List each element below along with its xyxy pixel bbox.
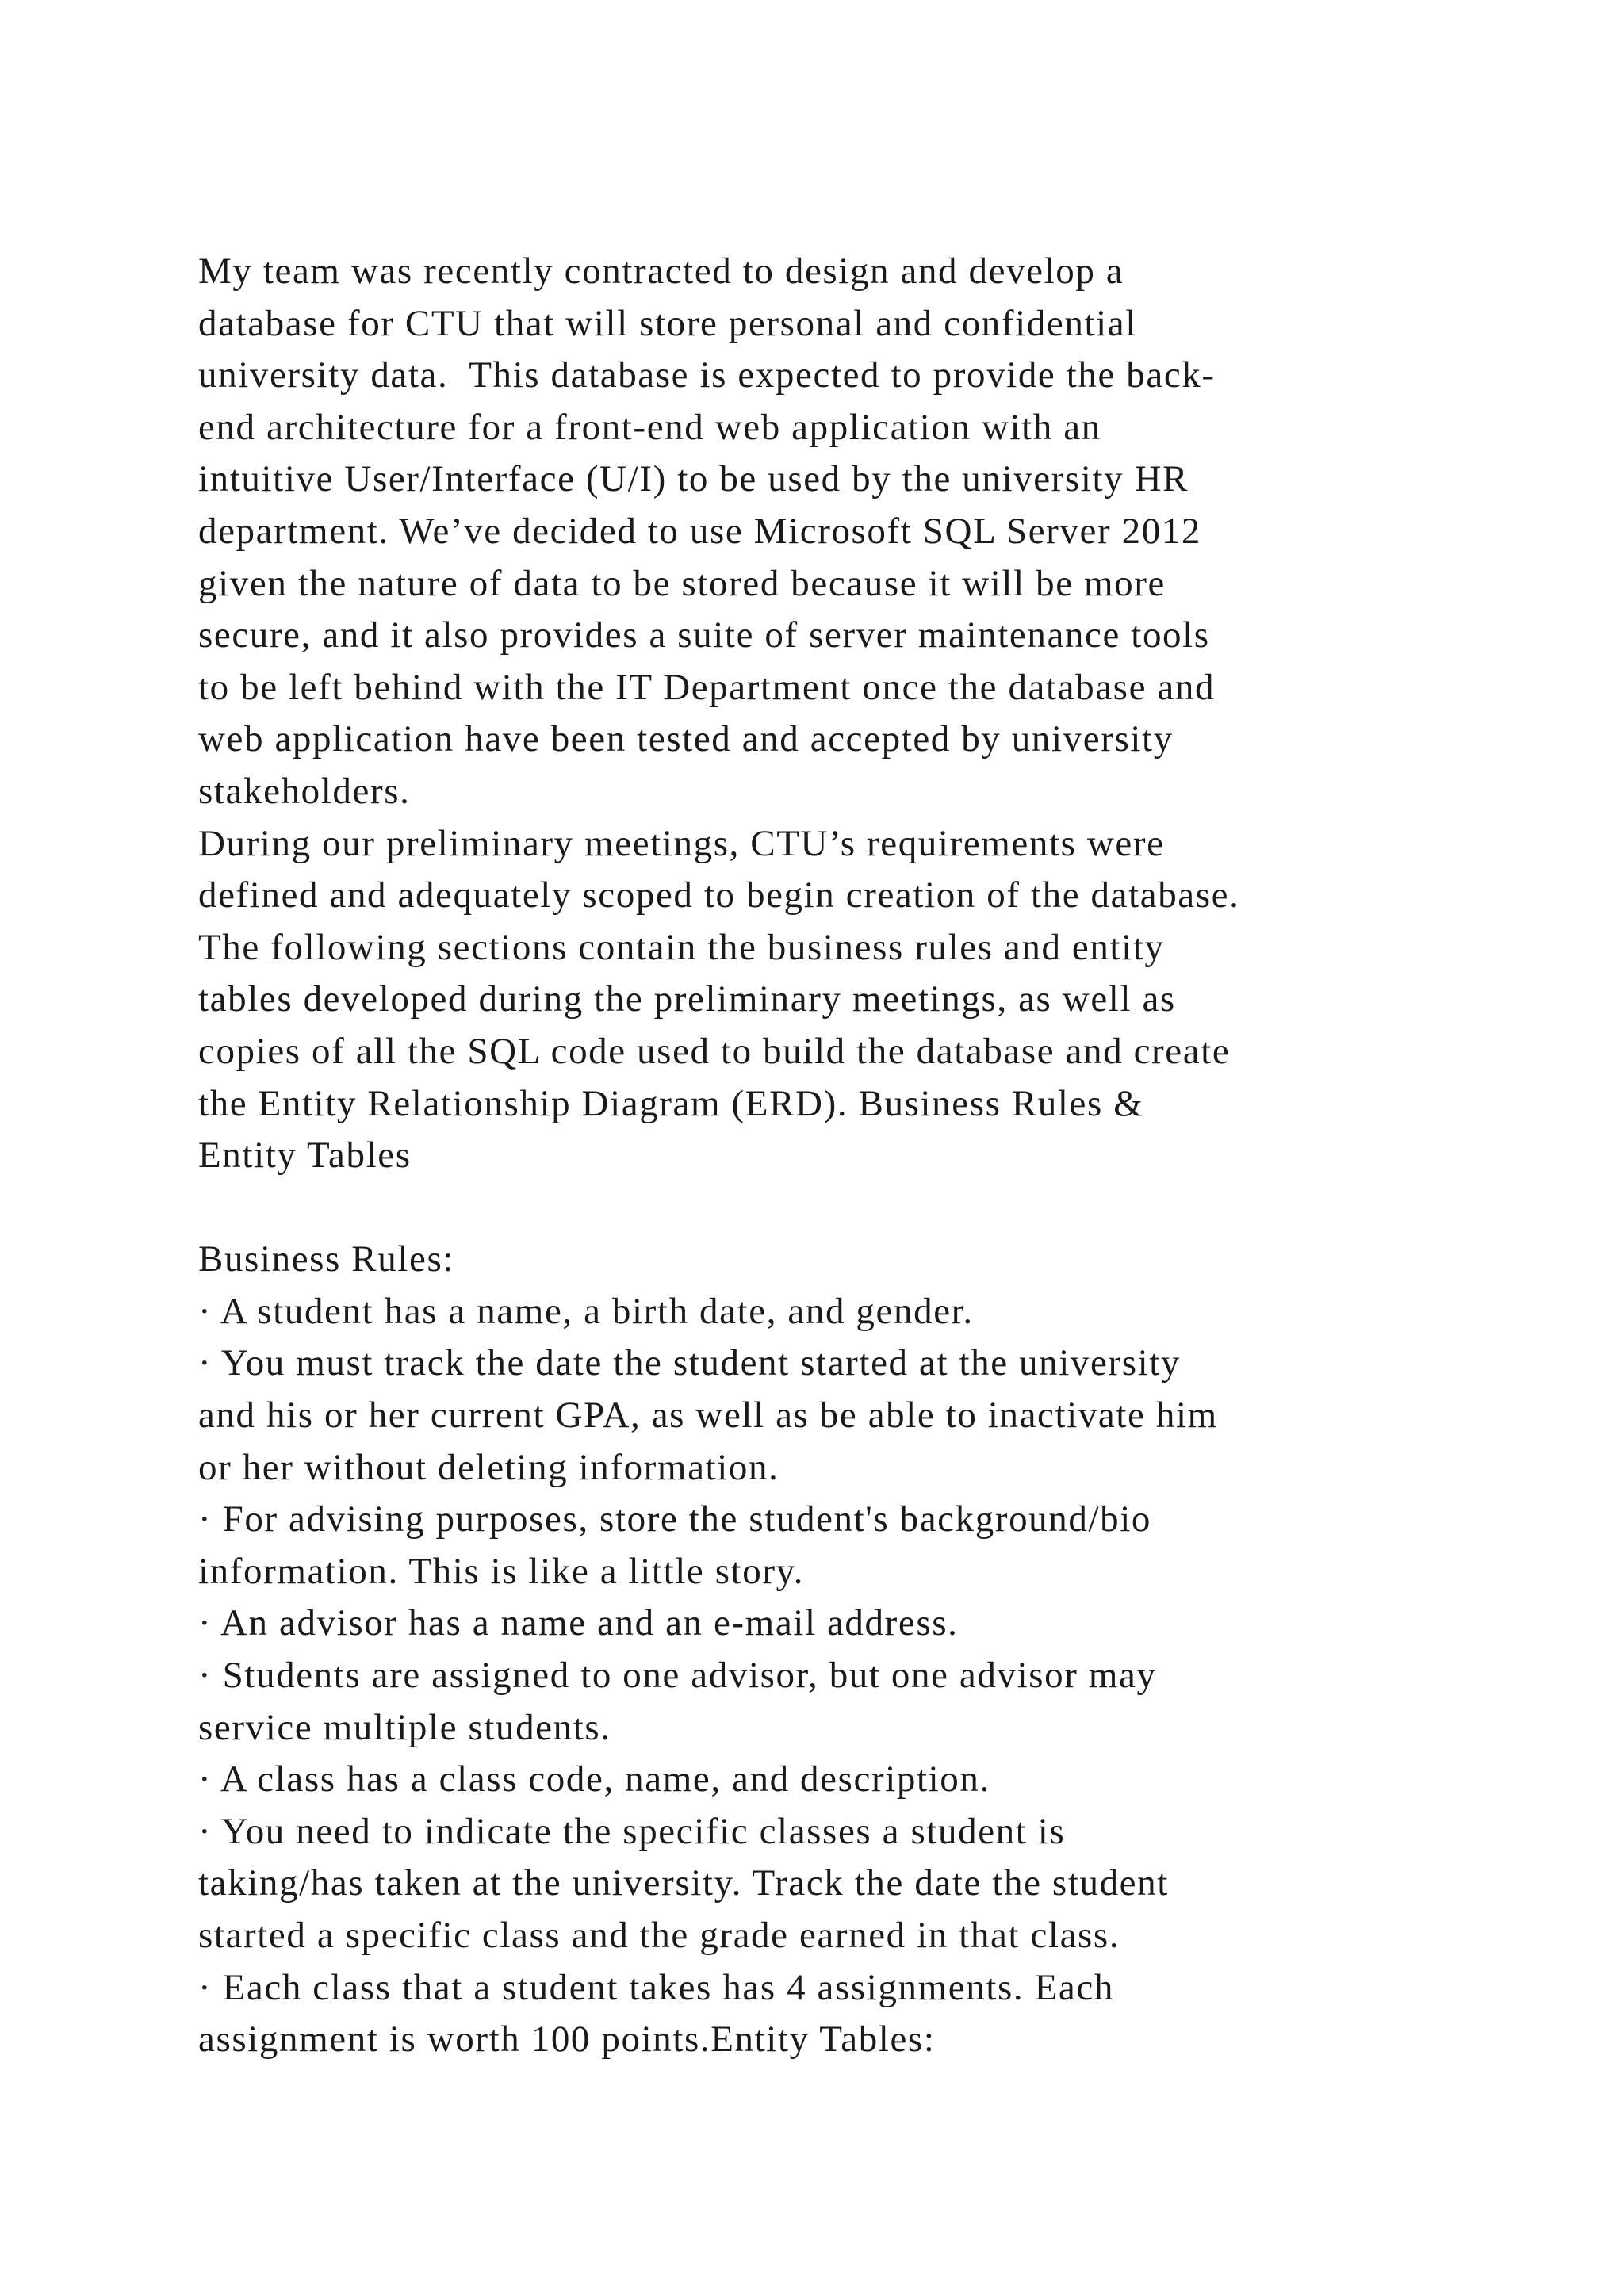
rule-line: · You must track the date the student started at the university: [198, 1342, 1182, 1384]
rule-line: · For advising purposes, store the student's background/bio: [198, 1498, 1151, 1540]
intro-line: Entity Tables: [198, 1135, 412, 1177]
intro-line: end architecture for a front-end web application with an: [198, 406, 1101, 448]
intro-line: university data. This database is expected to provide the back-: [198, 354, 1216, 396]
document-body: [198, 246, 1499, 2066]
intro-line: stakeholders.: [198, 770, 411, 812]
intro-line: given the nature of data to be stored because it will be more: [198, 562, 1166, 604]
intro-line: intuitive User/Interface (U/I) to be used by the university HR: [198, 458, 1189, 500]
business-rules-heading: Business Rules:: [198, 1238, 455, 1280]
rule-line: started a specific class and the grade earned in that class.: [198, 1915, 1120, 1956]
paragraph-spacer: [198, 1182, 1499, 1234]
intro-line: During our preliminary meetings, CTU’s requirements were: [198, 822, 1165, 864]
rule-line: taking/has taken at the university. Track the date the student: [198, 1862, 1169, 1904]
intro-line: the Entity Relationship Diagram (ERD). Business Rules &: [198, 1082, 1144, 1124]
rule-line: · Students are assigned to one advisor, but one advisor may: [198, 1655, 1157, 1697]
business-rules-section: [198, 1234, 1499, 2066]
rule-line: or her without deleting information.: [198, 1446, 779, 1488]
rule-line: information. This is like a little story.: [198, 1550, 804, 1592]
rule-line: · A student has a name, a birth date, and gender.: [198, 1290, 974, 1332]
intro-line: database for CTU that will store personal and confidential: [198, 302, 1137, 344]
intro-line: defined and adequately scoped to begin creation of the database.: [198, 874, 1240, 916]
rule-line: · A class has a class code, name, and description.: [198, 1758, 990, 1800]
intro-line: to be left behind with the IT Department once the database and: [198, 666, 1216, 708]
intro-line: My team was recently contracted to design and develop a: [198, 251, 1124, 292]
rule-line: · An advisor has a name and an e-mail address.: [198, 1602, 959, 1644]
rule-line: and his or her current GPA, as well as be able to inactivate him: [198, 1395, 1218, 1437]
intro-line: secure, and it also provides a suite of server maintenance tools: [198, 614, 1210, 656]
intro-line: department. We’ve decided to use Microsoft SQL Server 2012: [198, 510, 1201, 552]
intro-line: The following sections contain the business rules and entity: [198, 926, 1165, 968]
intro-line: web application have been tested and accepted by university: [198, 718, 1174, 760]
intro-line: tables developed during the preliminary meetings, as well as: [198, 978, 1176, 1020]
rule-line: · You need to indicate the specific classes a student is: [198, 1810, 1066, 1852]
intro-line: copies of all the SQL code used to build the database and create: [198, 1030, 1231, 1072]
rule-line: · Each class that a student takes has 4 assignments. Each: [198, 1966, 1114, 2008]
rule-line: service multiple students.: [198, 1706, 611, 1748]
rule-line: assignment is worth 100 points.Entity Tables:: [198, 2019, 936, 2061]
intro-section: [198, 246, 1499, 1182]
